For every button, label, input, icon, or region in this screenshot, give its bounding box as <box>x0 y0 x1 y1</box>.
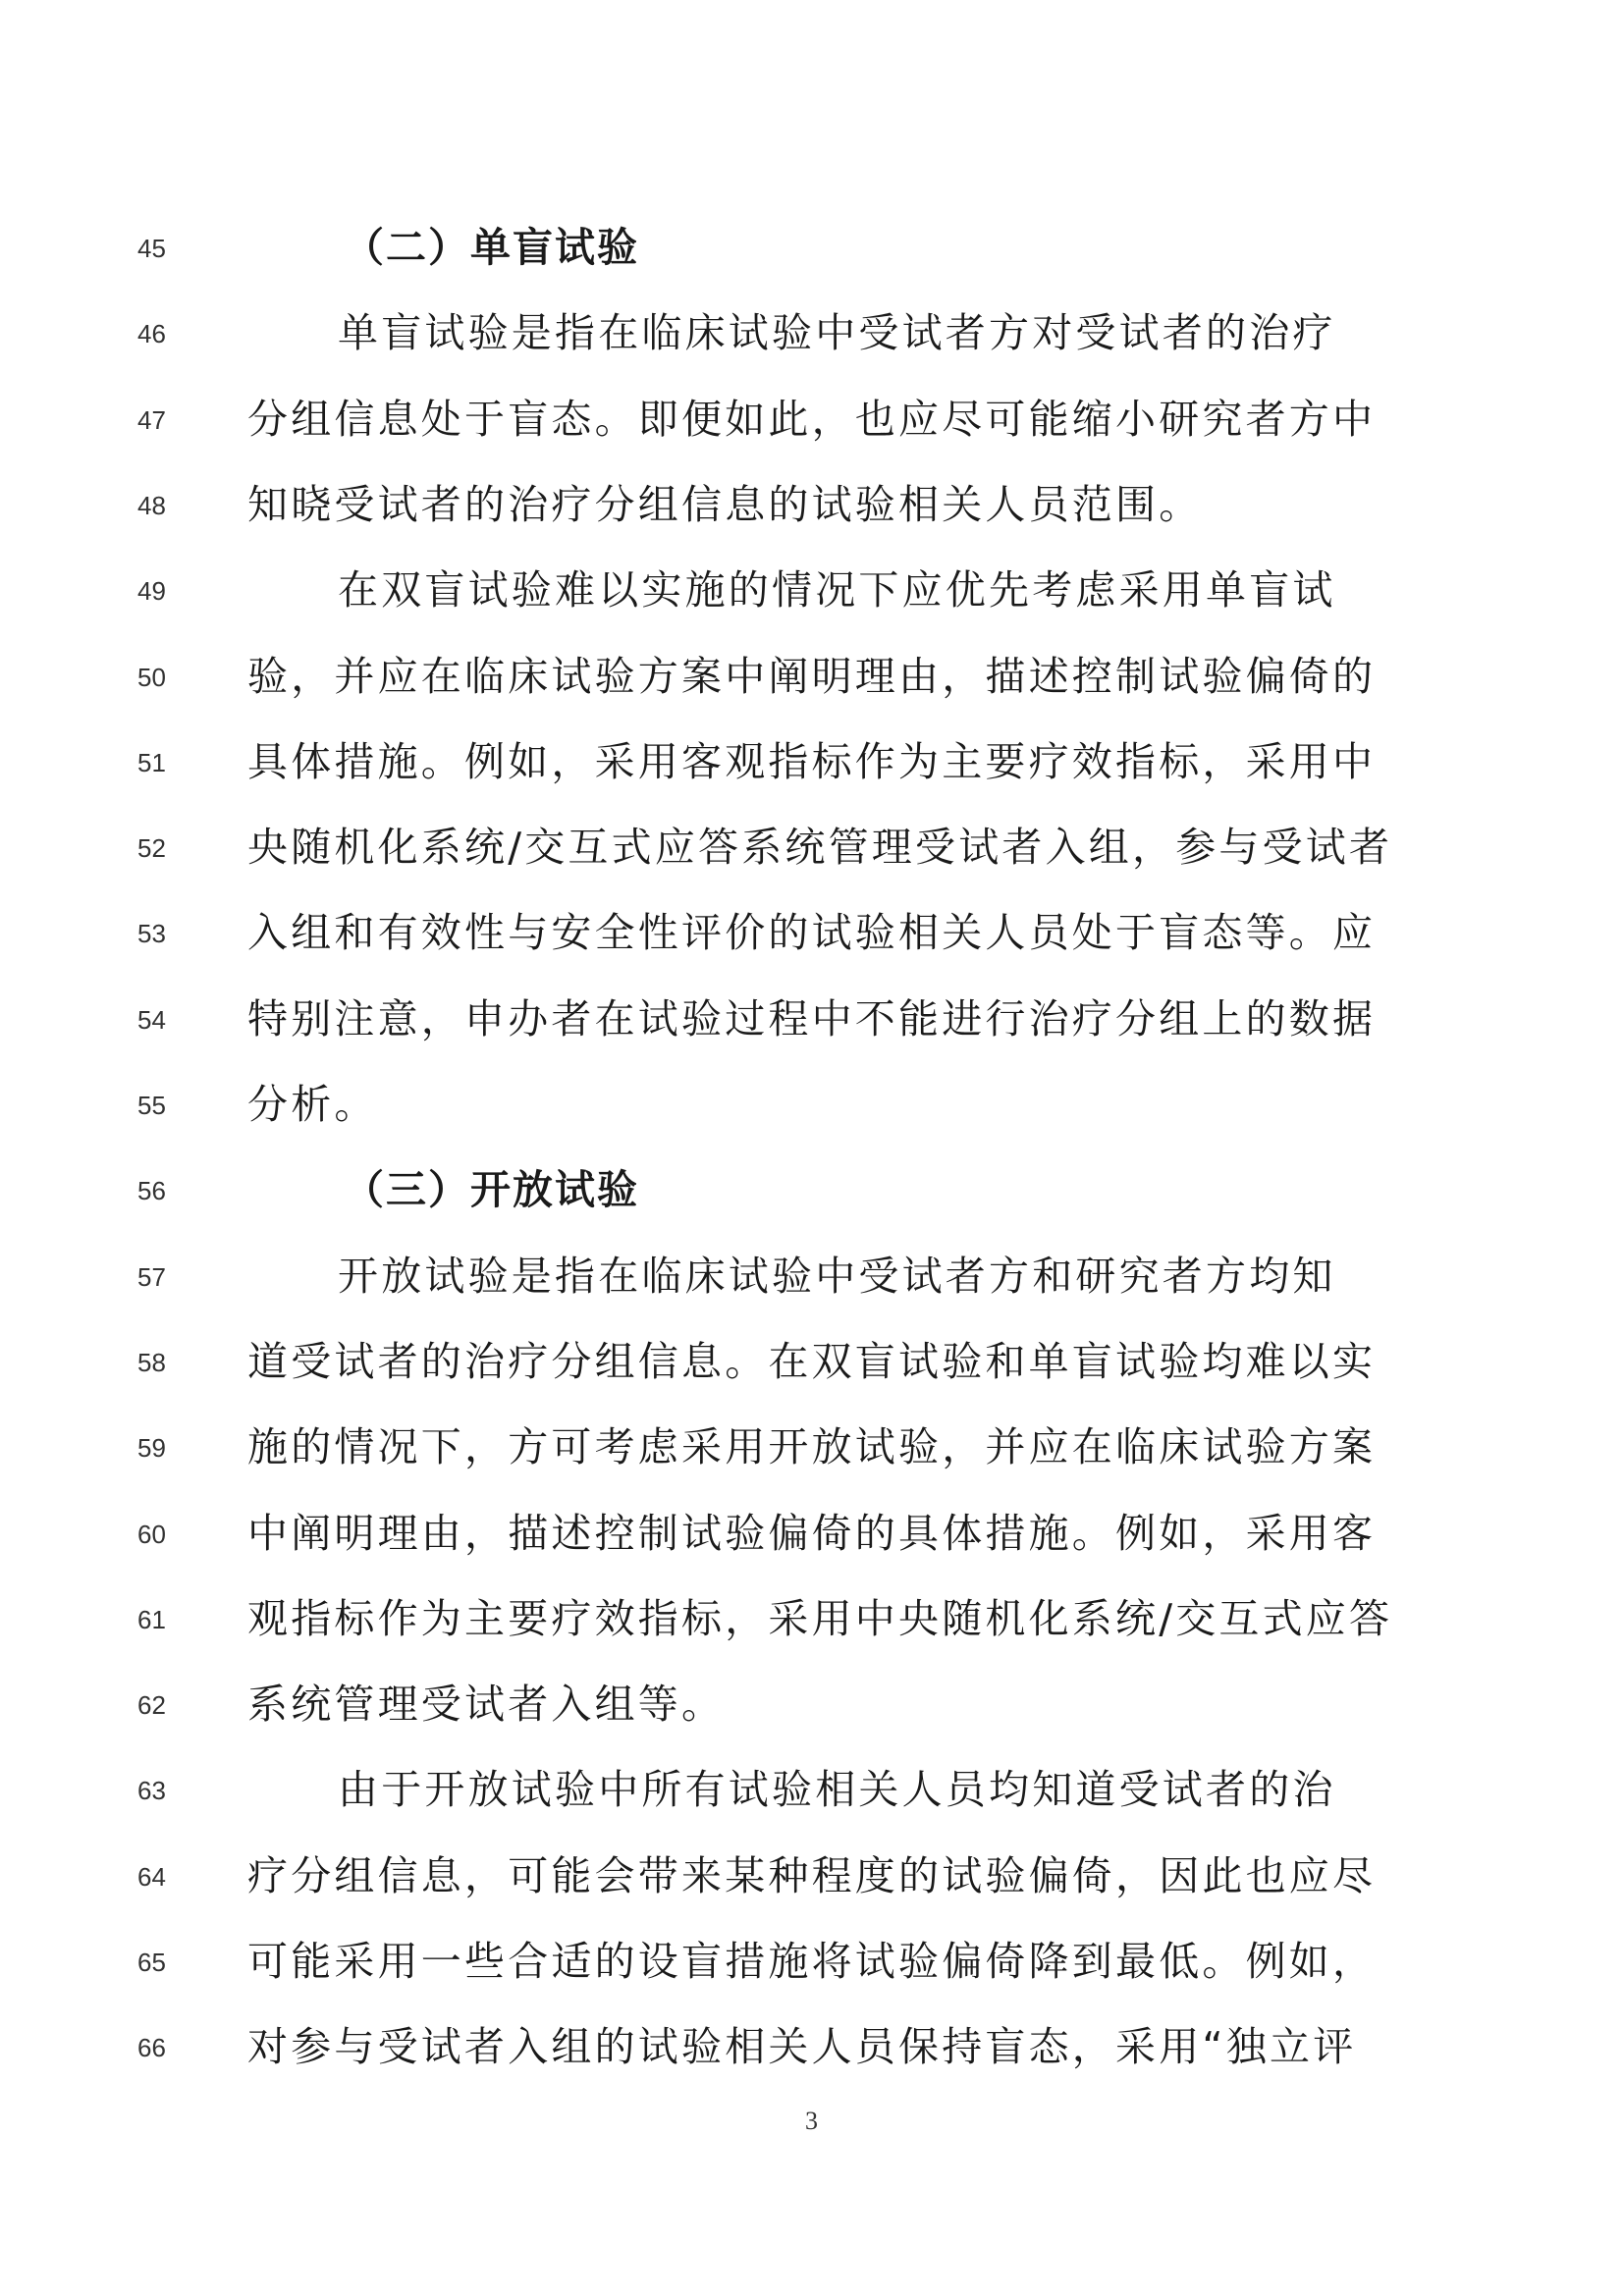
paragraph-text: 入组和有效性与安全性评价的试验相关人员处于盲态等。应 <box>247 909 1377 957</box>
text-line <box>0 1920 1623 2005</box>
text-line <box>0 2005 1623 2091</box>
paragraph-text: 系统管理受试者入组等。 <box>247 1681 726 1729</box>
line-number: 51 <box>137 747 166 777</box>
paragraph-text: 分析。 <box>247 1081 378 1128</box>
text-line <box>0 463 1623 549</box>
text-line <box>0 1063 1623 1148</box>
paragraph-text: 验，并应在临床试验方案中阐明理由，描述控制试验偏倚的 <box>247 652 1377 700</box>
line-number: 46 <box>137 319 166 349</box>
paragraph-text: 中阐明理由，描述控制试验偏倚的具体措施。例如，采用客 <box>247 1509 1377 1557</box>
paragraph-text: 疗分组信息，可能会带来某种程度的试验偏倚，因此也应尽 <box>247 1851 1377 1899</box>
line-number: 60 <box>137 1519 166 1549</box>
text-line <box>0 1492 1623 1577</box>
text-line <box>0 978 1623 1063</box>
paragraph-text: 在双盲试验难以实施的情况下应优先考虑采用单盲试 <box>338 566 1336 614</box>
paragraph-text: 央随机化系统/交互式应答系统管理受试者入组，参与受试者 <box>247 824 1393 872</box>
paragraph-text: 特别注意，申办者在试验过程中不能进行治疗分组上的数据 <box>247 994 1377 1042</box>
text-line <box>0 891 1623 977</box>
line-number: 49 <box>137 576 166 607</box>
line-number: 47 <box>137 404 166 435</box>
paragraph-text: 观指标作为主要疗效指标，采用中央随机化系统/交互式应答 <box>247 1594 1393 1642</box>
text-line <box>0 1748 1623 1834</box>
paragraph-text: 由于开放试验中所有试验相关人员均知道受试者的治 <box>338 1766 1336 1814</box>
text-line <box>0 378 1623 463</box>
paragraph-text: 分组信息处于盲态。即便如此，也应尽可能缩小研究者方中 <box>247 395 1377 443</box>
text-line <box>0 549 1623 634</box>
section-heading: （三）开放试验 <box>344 1166 639 1214</box>
line-number: 61 <box>137 1604 166 1634</box>
section-heading-line <box>0 206 1623 292</box>
line-number: 57 <box>137 1261 166 1292</box>
paragraph-text: 道受试者的治疗分组信息。在双盲试验和单盲试验均难以实 <box>247 1337 1377 1385</box>
text-line <box>0 1577 1623 1663</box>
line-number: 55 <box>137 1091 166 1120</box>
section-heading: （二）单盲试验 <box>344 224 639 271</box>
text-line <box>0 1835 1623 1920</box>
line-number: 59 <box>137 1433 166 1464</box>
line-number: 62 <box>137 1690 166 1721</box>
text-line <box>0 806 1623 891</box>
paragraph-text: 施的情况下，方可考虑采用开放试验，并应在临床试验方案 <box>247 1423 1377 1471</box>
text-line <box>0 1406 1623 1491</box>
paragraph-text: 开放试验是指在临床试验中受试者方和研究者方均知 <box>338 1252 1336 1300</box>
section-heading-line <box>0 1148 1623 1234</box>
line-number: 64 <box>137 1861 166 1892</box>
line-number: 65 <box>137 1948 166 1977</box>
paragraph-text: 具体措施。例如，采用客观指标作为主要疗效指标，采用中 <box>247 737 1377 785</box>
text-line <box>0 721 1623 806</box>
line-number: 53 <box>137 919 166 949</box>
line-number: 58 <box>137 1347 166 1377</box>
line-number: 52 <box>137 833 166 864</box>
line-number: 66 <box>137 2033 166 2063</box>
line-number: 45 <box>137 234 166 263</box>
paragraph-text: 对参与受试者入组的试验相关人员保持盲态，采用“独立评 <box>247 2023 1357 2071</box>
text-line <box>0 1663 1623 1748</box>
paragraph-text: 可能采用一些合适的设盲措施将试验偏倚降到最低。例如， <box>247 1938 1377 1985</box>
paragraph-text: 知晓受试者的治疗分组信息的试验相关人员范围。 <box>247 480 1203 528</box>
text-line <box>0 635 1623 721</box>
page-number: 3 <box>805 2107 818 2135</box>
line-number: 48 <box>137 490 166 520</box>
line-number: 56 <box>137 1176 166 1206</box>
line-number: 50 <box>137 662 166 692</box>
line-number: 54 <box>137 1004 166 1035</box>
text-line <box>0 1320 1623 1406</box>
text-line <box>0 292 1623 377</box>
paragraph-text: 单盲试验是指在临床试验中受试者方对受试者的治疗 <box>338 309 1336 357</box>
line-number: 63 <box>137 1776 166 1806</box>
text-line <box>0 1235 1623 1320</box>
